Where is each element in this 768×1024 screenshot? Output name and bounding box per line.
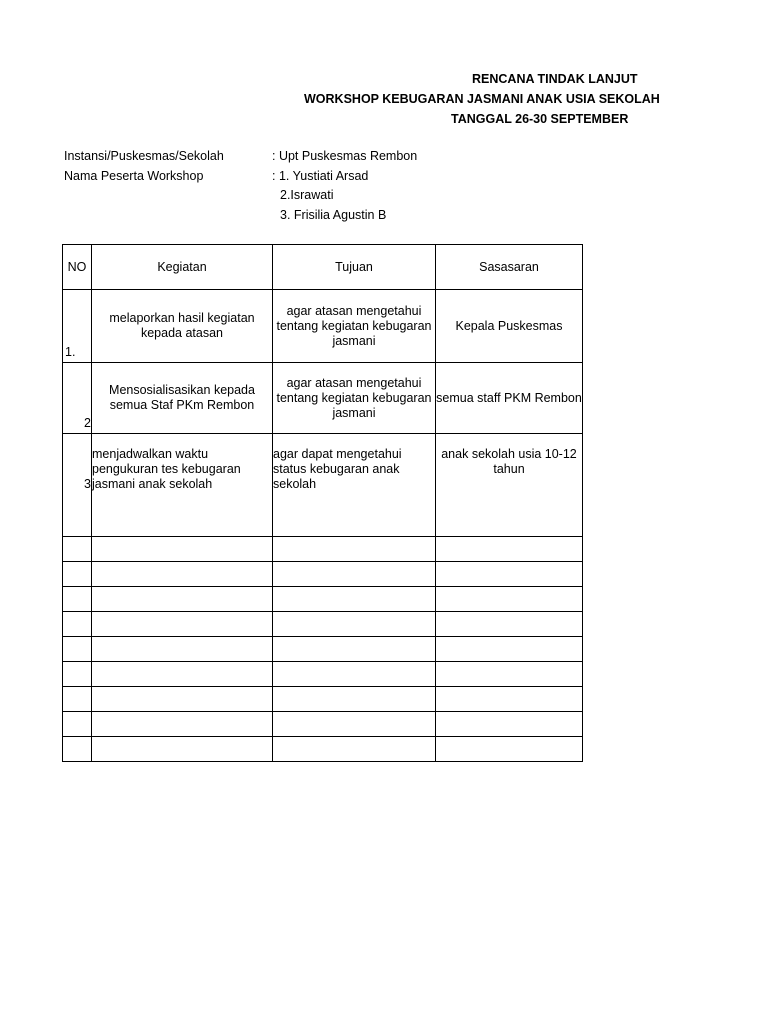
empty-row — [63, 587, 583, 612]
peserta-3: 3. Frisilia Agustin B — [280, 208, 387, 222]
peserta-1: : 1. Yustiati Arsad — [272, 169, 369, 183]
table-row — [63, 363, 583, 434]
empty-row — [63, 562, 583, 587]
empty-row — [63, 662, 583, 687]
row-no: 3 — [63, 434, 92, 537]
instansi-value: : Upt Puskesmas Rembon — [272, 149, 418, 163]
table-row — [63, 434, 583, 537]
row-kegiatan: Mensosialisasikan kepada semua Staf PKm Rembon — [92, 363, 273, 434]
row-sasaran: Kepala Puskesmas — [436, 290, 583, 363]
peserta-label: Nama Peserta Workshop — [64, 169, 204, 183]
empty-row — [63, 687, 583, 712]
peserta-2: 2.Israwati — [280, 188, 334, 202]
table-row — [63, 290, 583, 363]
row-no: 1. — [63, 290, 92, 363]
empty-row — [63, 737, 583, 762]
row-kegiatan: melaporkan hasil kegiatan kepada atasan — [92, 290, 273, 363]
empty-row — [63, 712, 583, 737]
row-no: 2 — [63, 363, 92, 434]
instansi-label: Instansi/Puskesmas/Sekolah — [64, 149, 224, 163]
empty-row — [63, 537, 583, 562]
title-line-3: TANGGAL 26-30 SEPTEMBER — [451, 112, 629, 126]
row-tujuan: agar dapat mengetahui status kebugaran anak sekolah — [273, 434, 436, 537]
row-tujuan: agar atasan mengetahui tentang kegiatan kebugaran jasmani — [273, 363, 436, 434]
row-tujuan: agar atasan mengetahui tentang kegiatan kebugaran jasmani — [273, 290, 436, 363]
row-kegiatan: menjadwalkan waktu pengukuran tes kebugaran jasmani anak sekolah — [92, 434, 273, 537]
header-no: NO — [63, 245, 92, 290]
empty-row — [63, 612, 583, 637]
table-header-row — [63, 245, 583, 290]
header-tujuan: Tujuan — [273, 245, 436, 290]
action-plan-table — [62, 244, 583, 762]
header-sasaran: Sasasaran — [436, 245, 583, 290]
header-kegiatan: Kegiatan — [92, 245, 273, 290]
title-line-1: RENCANA TINDAK LANJUT — [472, 72, 638, 86]
title-line-2: WORKSHOP KEBUGARAN JASMANI ANAK USIA SEKOLAH — [304, 92, 660, 106]
empty-row — [63, 637, 583, 662]
document-title — [0, 68, 660, 130]
row-sasaran: anak sekolah usia 10-12 tahun — [436, 434, 583, 537]
row-sasaran: semua staff PKM Rembon — [436, 363, 583, 434]
